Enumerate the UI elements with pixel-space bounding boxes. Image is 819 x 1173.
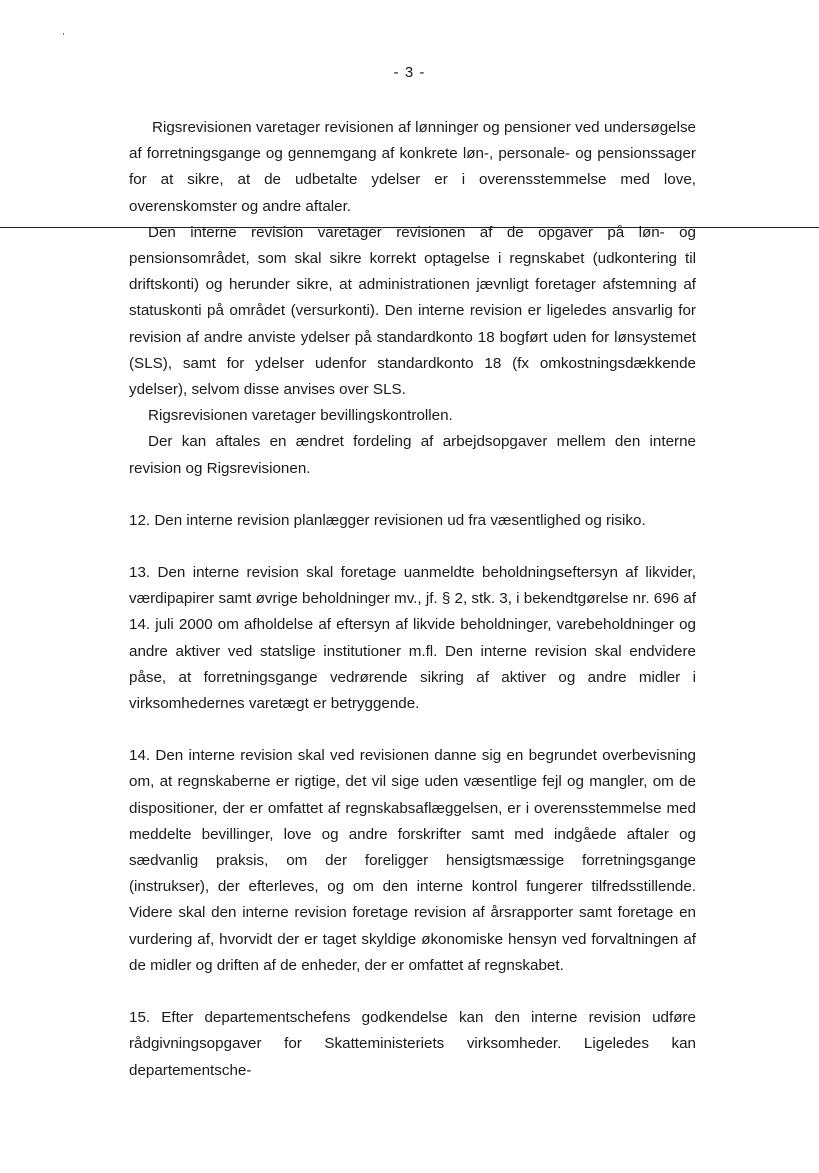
paragraph-13: 13. Den interne revision skal foretage uanmeldte beholdningseftersyn af likvider, værdipapirer samt øvrige beholdninger mv., jf. § 2, stk. 3, i bekendtgørelse nr. 696 af 14. juli 2000 om afholdelse af eftersyn af likvide beholdninger, varebeholdninger og andre aktiver ved statslige institutioner m.fl. Den interne revision skal endvidere påse, at forretningsgange vedrørende sikring af aktiver og andre midler i virksomhedernes varetægt er betryggende. [129, 564, 696, 713]
scan-speck [63, 33, 64, 35]
paragraph-15: 15. Efter departementschefens godkendelse kan den interne revision udføre rådgivningsopgaver for Skatteministeriets virksomheder. Ligeledes kan departementsche- [129, 1009, 696, 1079]
document-body [129, 115, 696, 1084]
paragraph-internal-audit-salary: Den interne revision varetager revisionen af de opgaver på løn- og pensionsområdet, som skal sikre korrekt optagelse i regnskabet (udkontering til driftskonti) og herunder sikre, at administrationen jævnligt foretager afstemning af statuskonti på området (versurkonti). Den interne revision er ligeledes ansvarlig for revision af andre anviste ydelser på standardkonto 18 bogført uden for lønsystemet (SLS), samt for ydelser udenfor standardkonto 18 (fx omkostningsdækkende ydelser), selvom disse anvises over SLS. [129, 223, 696, 399]
paragraph-task-distribution: Der kan aftales en ændret fordeling af arbejdsopgaver mellem den interne revision og Rigsrevisionen. [129, 433, 696, 477]
page-number: - 3 - [393, 64, 426, 81]
paragraph-12: 12. Den interne revision planlægger revisionen ud fra væsentlighed og risiko. [129, 511, 646, 529]
paragraph-salary-audit: Rigsrevisionen varetager revisionen af lønninger og pensioner ved undersøgelse af forretningsgange og gennemgang af konkrete løn-, personale- og pensionssager for at sikre, at de udbetalte ydelser er i overensstemmelse med love, overenskomster og andre aftaler. [129, 119, 696, 215]
paragraph-appropriation-control: Rigsrevisionen varetager bevillingskontrollen. [148, 407, 453, 425]
paragraph-14: 14. Den interne revision skal ved revisionen danne sig en begrundet overbevisning om, at regnskaberne er rigtige, det vil sige uden væsentlige fejl og mangler, om de dispositioner, der er omfattet af regnskabsaflæggelsen, er i overensstemmelse med meddelte bevillinger, love og andre forskrifter samt med indgåede aftaler og sædvanlig praksis, om der foreligger hensigtsmæssige forretningsgange (instrukser), der efterleves, og om den interne kontrol fungerer tilfredsstillende. Videre skal den interne revision foretage revision af årsrapporter samt foretage en vurdering af, hvorvidt der er taget skyldige økonomiske hensyn ved forvaltningen af de midler og driften af de enheder, der er omfattet af regnskabet. [129, 747, 696, 974]
